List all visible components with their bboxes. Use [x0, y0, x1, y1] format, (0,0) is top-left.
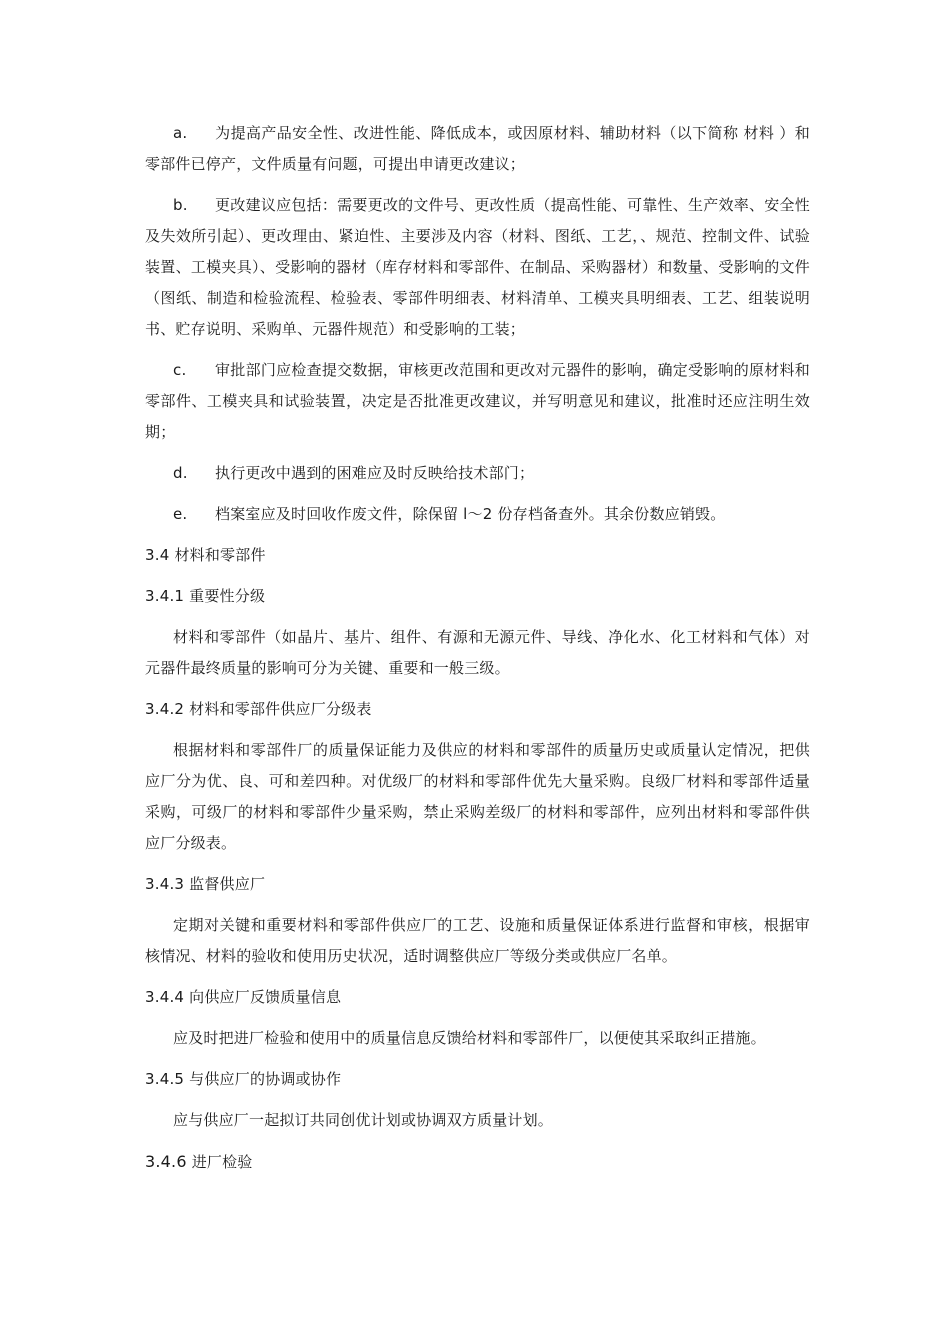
list-item-text: 更改建议应包括：需要更改的文件号、更改性质（提高性能、可靠性、生产效率、安全性及失效所引起）、更改理由、紧迫性、主要涉及内容（材料、图纸、工艺，、规范、控制文件、试验装置、工模夹具）、受影响的器材（库存材料和零部件、在制品、采购器材）和数量、受影响的文件（图纸、制造和检验流程、检验表、零部件明细表、材料清单、工模夹具明细表、工艺、组装说明书、贮存说明、采购单、元器件规范）和受影响的工装； [145, 196, 810, 338]
section-body-3-4-4: 应及时把进厂检验和使用中的质量信息反馈给材料和零部件厂，以便使其采取纠正措施。 [173, 1029, 766, 1047]
document-body [145, 118, 810, 1188]
section-number: 3.4 [145, 546, 170, 564]
section-number: 3.4.5 [145, 1070, 185, 1088]
section-heading-3-4-5 [145, 1064, 810, 1095]
list-item-e [145, 499, 810, 530]
section-title: 进厂检验 [191, 1153, 253, 1171]
section-title: 材料和零部件供应厂分级表 [189, 700, 372, 718]
list-item-text: 为提高产品安全性、改进性能、降低成本，或因原材料、辅助材料（以下简称 材料 ）和零部件已停产，文件质量有问题，可提出申请更改建议； [145, 124, 810, 173]
section-number: 3.4.1 [145, 587, 185, 605]
list-item-a [145, 118, 810, 180]
section-title: 重要性分级 [189, 587, 266, 605]
section-body-3-4-5: 应与供应厂一起拟订共同创优计划或协调双方质量计划。 [173, 1111, 554, 1129]
list-marker: e. [173, 505, 188, 523]
section-body-3-4-2: 根据材料和零部件厂的质量保证能力及供应的材料和零部件的质量历史或质量认定情况，把供应厂分为优、良、可和差四种。对优级厂的材料和零部件优先大量采购。良级厂材料和零部件适量采购，可级厂的材料和零部件少量采购，禁止采购差级厂的材料和零部件，应列出材料和零部件供应厂分级表。 [145, 741, 810, 852]
list-item-text-latin: l～2 [463, 505, 493, 523]
section-number: 3.4.4 [145, 988, 185, 1006]
section-heading-3-4-6 [145, 1146, 810, 1178]
section-heading-3-4-3 [145, 869, 810, 900]
section-heading-3-4-1 [145, 581, 810, 612]
section-title: 材料和零部件 [174, 546, 266, 564]
list-marker: d. [173, 464, 188, 482]
section-title: 与供应厂的协调或协作 [189, 1070, 342, 1088]
section-title: 向供应厂反馈质量信息 [189, 988, 342, 1006]
list-marker: c. [173, 361, 187, 379]
section-body-3-4-3: 定期对关键和重要材料和零部件供应厂的工艺、设施和质量保证体系进行监督和审核，根据审核情况、材料的验收和使用历史状况，适时调整供应厂等级分类或供应厂名单。 [145, 916, 810, 965]
list-marker: a. [173, 124, 188, 142]
list-item-text: 审批部门应检查提交数据，审核更改范围和更改对元器件的影响，确定受影响的原材料和零部件、工模夹具和试验装置，决定是否批准更改建议，并写明意见和建议，批准时还应注明生效期； [145, 361, 810, 441]
list-item-b [145, 190, 810, 345]
section-heading-3-4 [145, 540, 810, 571]
section-number: 3.4.3 [145, 875, 185, 893]
section-title: 监督供应厂 [189, 875, 266, 893]
list-item-d [145, 458, 810, 489]
list-item-c [145, 355, 810, 448]
section-number: 3.4.6 [145, 1152, 187, 1171]
list-marker: b. [173, 196, 188, 214]
section-heading-3-4-4 [145, 982, 810, 1013]
section-body-3-4-1: 材料和零部件（如晶片、基片、组件、有源和无源元件、导线、净化水、化工材料和气体）对元器件最终质量的影响可分为关键、重要和一般三级。 [145, 628, 810, 677]
section-heading-3-4-2 [145, 694, 810, 725]
section-number: 3.4.2 [145, 700, 185, 718]
list-item-text: 份存档备查外。其余份数应销毁。 [492, 505, 726, 523]
list-item-text: 执行更改中遇到的困难应及时反映给技术部门； [215, 464, 535, 482]
list-item-text: 档案室应及时回收作废文件，除保留 [215, 505, 464, 523]
